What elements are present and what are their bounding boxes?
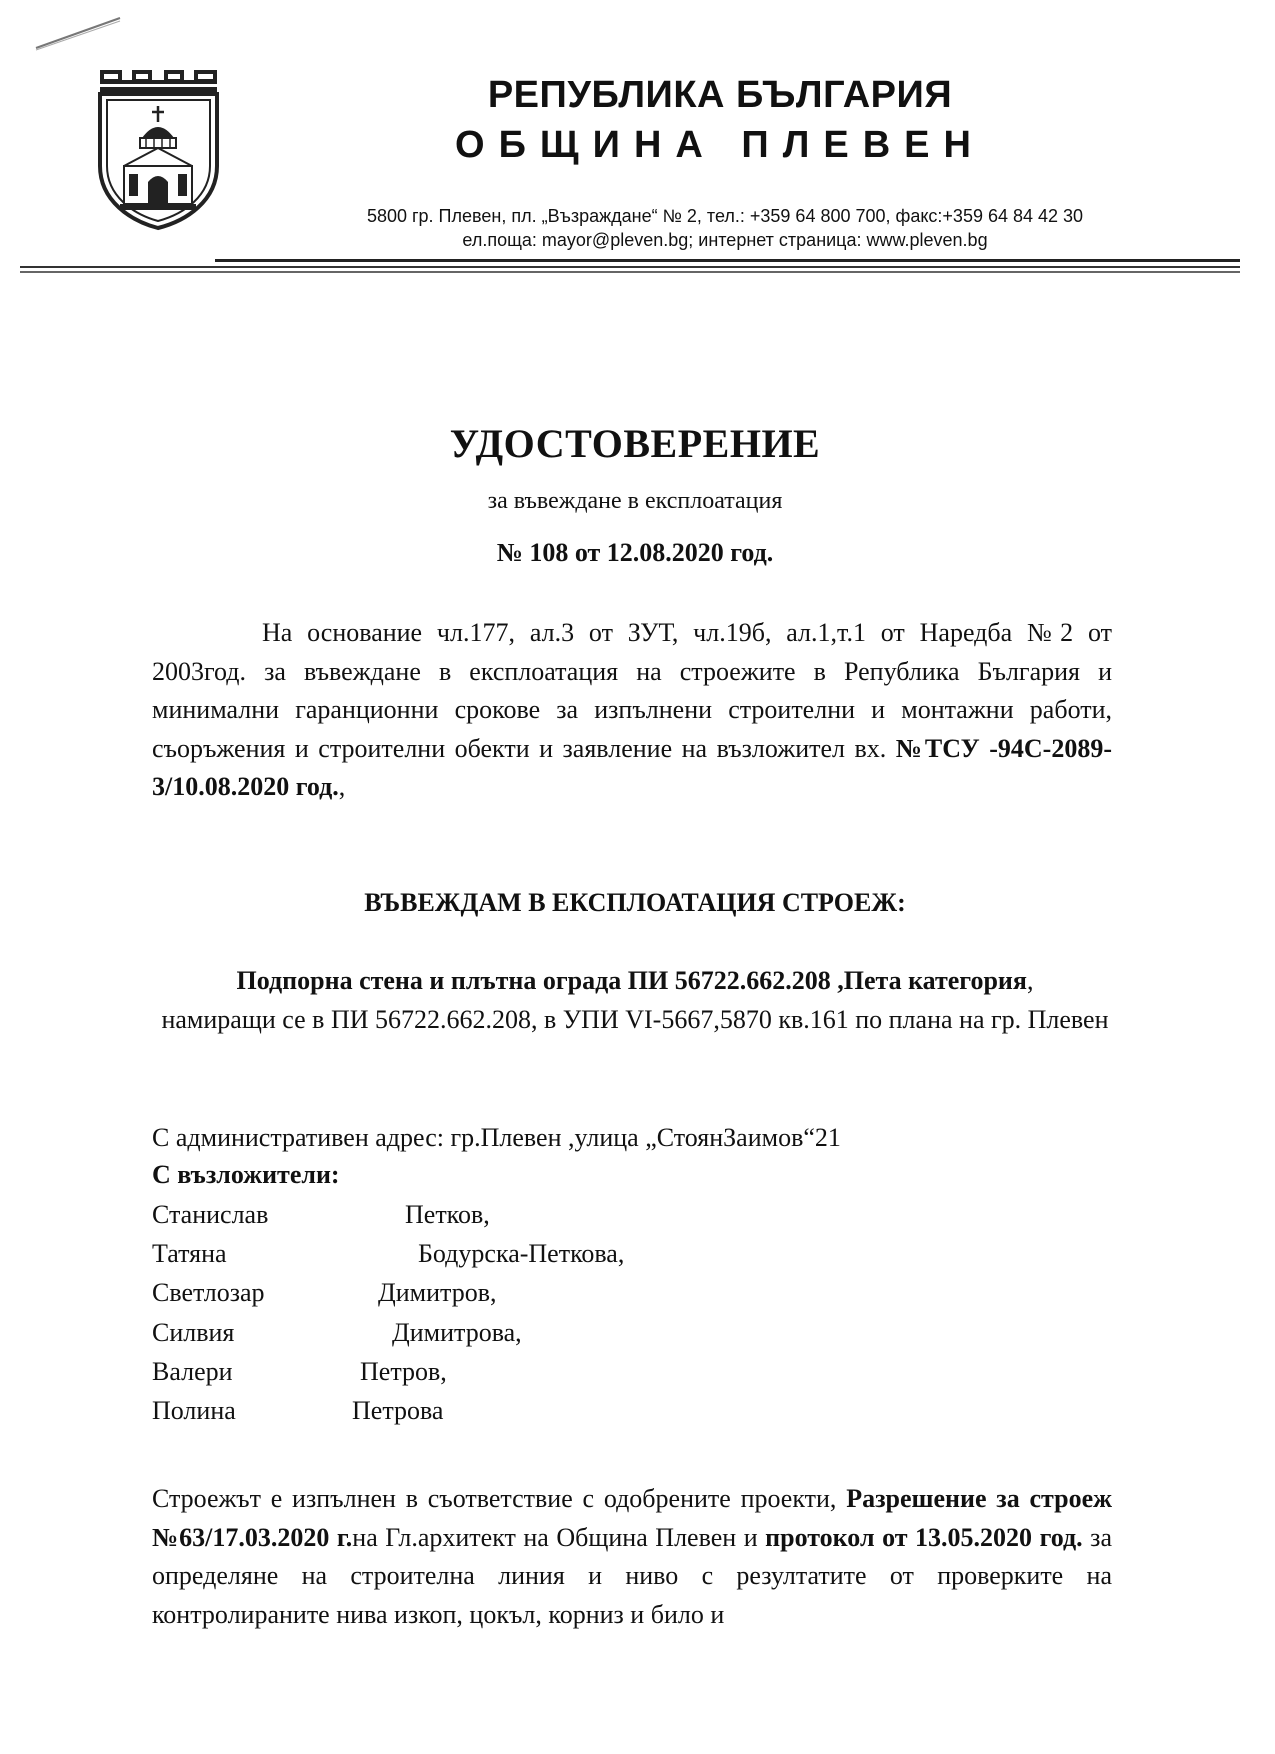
document-number: № 108 от 12.08.2020 год. [496,538,774,567]
header-divider [215,259,1240,262]
conformity-paragraph [152,1480,1112,1634]
object-name: Подпорна стена и плътна ограда ПИ 56722.662.208 ,Пета категория [236,966,1027,995]
investor-last-name: Петков, [405,1200,490,1229]
investor-first-name: Станислав [152,1200,269,1229]
legal-basis-paragraph [152,614,1112,807]
investor-last-name: Димитров, [378,1278,497,1307]
investors-label: С възложители: [152,1160,340,1189]
header-divider [20,266,1240,268]
investor-last-name: Бодурска-Петкова, [418,1239,625,1268]
investor-first-name: Светлозар [152,1278,265,1307]
pen-mark [34,14,124,54]
investor-first-name: Силвия [152,1318,235,1347]
object-name-tail: , [1026,966,1034,995]
investor-first-name: Валери [152,1357,233,1386]
investor-first-name: Татяна [152,1239,227,1268]
municipality-title: ОБЩИНА ПЛЕВЕН [455,124,985,166]
construction-object [150,962,1120,1039]
conformity-text: за определяне на строителна линия и ниво с резултатите от проверките на контролираните нива изкоп, цокъл, корниз и било и [152,1522,1112,1629]
header-divider [20,271,1240,273]
country-title: РЕПУБЛИКА БЪЛГАРИЯ [487,74,953,116]
administrative-address: С административен адрес: гр.Плевен ,улица „СтоянЗаимов“21 [152,1123,841,1152]
pleven-coat-of-arms-icon [96,66,221,231]
legal-basis-text: На основание чл.177, ал.3 от ЗУТ, чл.19б, ал.1,т.1 от Наредба №2 от 2003год. за въвеждане в експлоатация на строежите в Република България и минимални гаранционни срокове за изпълнени строителни и монтажни работи, съоръжения и строителни обекти и заявление на възложител вх. [152,618,1112,763]
investor-last-name: Димитрова, [392,1318,522,1347]
legal-basis-tail: , [338,772,346,801]
conformity-text: на Гл.архитект на Община Плевен и [352,1522,766,1552]
object-location: намиращи се в ПИ 56722.662.208, в УПИ VI-5667,5870 кв.161 по плана на гр. Плевен [161,1004,1109,1034]
investor-last-name: Петрова [352,1396,444,1425]
investor-first-name: Полина [152,1396,236,1425]
investor-last-name: Петров, [360,1357,447,1386]
conformity-text: Строежът е изпълнен в съответствие с одобрените проекти, [152,1484,847,1513]
document-subtitle: за въвеждане в експлоатация [487,488,783,514]
document-title: УДОСТОВЕРЕНИЕ [449,421,821,466]
decision-heading: ВЪВЕЖДАМ В ЕКСПЛОАТАЦИЯ СТРОЕЖ: [364,888,906,917]
contact-address-line: 5800 гр. Плевен, пл. „Възраждане“ № 2, тел.: +359 64 800 700, факс:+359 64 84 42 30 [366,206,1084,226]
application-reference: №ТСУ -94С-2089-3/10.08.2020 год. [152,733,1112,801]
protocol-reference: протокол от 13.05.2020 год. [765,1522,1083,1552]
contact-email-web-line: ел.поща: mayor@pleven.bg; интернет страница: www.pleven.bg [462,230,988,250]
building-permit-reference: Разрешение за строеж №63/17.03.2020 г. [152,1484,1112,1552]
